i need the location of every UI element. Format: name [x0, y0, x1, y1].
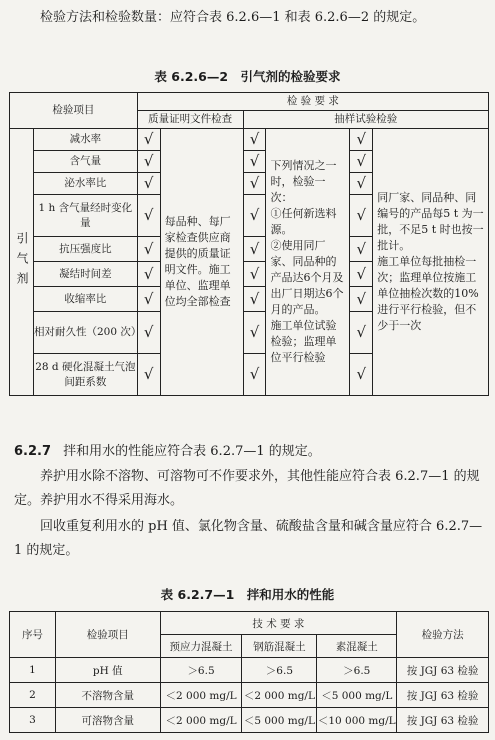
- cell-prestressed: ＜2 000 mg/L: [160, 708, 242, 733]
- cell-seq: 2: [10, 683, 56, 708]
- cell-seq: 1: [10, 658, 56, 683]
- cell-prestressed: ＜2 000 mg/L: [160, 683, 242, 708]
- header-method: 检验方法: [397, 612, 489, 658]
- cell-plain: ＜10 000 mg/L: [317, 708, 397, 733]
- cell-plain: ＜5 000 mg/L: [317, 683, 397, 708]
- row-item: 相对耐久性（200 次）: [33, 312, 137, 354]
- table-row: [10, 658, 489, 683]
- header-plain: 素混凝土: [317, 635, 397, 658]
- quantity-check-mark: √: [350, 354, 373, 396]
- sample-check-mark: √: [243, 354, 266, 396]
- quantity-check-mark: √: [350, 312, 373, 354]
- sample-check-mark: √: [243, 173, 266, 195]
- recycled-water-paragraph: 回收重复利用水的 pH 值、氯化物含量、硫酸盐含量和碱含量应符合 6.2.7—1 的规定。: [14, 519, 483, 558]
- sample-check-mark: √: [243, 151, 266, 173]
- category-cell: 引气剂: [10, 129, 34, 396]
- table-row: [10, 708, 489, 733]
- doc-check-mark: √: [137, 173, 160, 195]
- row-item: 泌水率比: [33, 173, 137, 195]
- row-item: 凝结时间差: [33, 262, 137, 287]
- cell-item: 可溶物含量: [55, 708, 160, 733]
- quantity-check-mark: √: [350, 287, 373, 312]
- header-reinforced: 钢筋混凝土: [242, 635, 317, 658]
- sample-check-mark: √: [243, 312, 266, 354]
- header-item: 检验项目: [55, 612, 160, 658]
- quantity-note: 同厂家、同品种、同编号的产品每5 t 为一批，不足5 t 时也按一批计。 施工单位每批抽检一次；监理单位按施工单位抽检次数的10% 进行平行检验，但不少于一次: [373, 129, 489, 396]
- curing-water-paragraph: 养护用水除不溶物、可溶物可不作要求外，其他性能应符合表 6.2.7—1 的规定。养护用水不得采用海水。: [14, 469, 480, 508]
- sample-check-mark: √: [243, 129, 266, 151]
- doc-check-mark: √: [137, 287, 160, 312]
- sample-check-mark: √: [243, 262, 266, 287]
- cell-method: 按 JGJ 63 检验: [397, 708, 489, 733]
- doc-check-mark: √: [137, 129, 160, 151]
- cell-reinforced: ＜5 000 mg/L: [242, 708, 317, 733]
- table1-caption: 表 6.2.6—2 引气剂的检验要求: [154, 69, 341, 84]
- header-seq: 序号: [10, 612, 56, 658]
- header-item: 检验项目: [10, 93, 138, 129]
- doc-check-mark: √: [137, 151, 160, 173]
- section-heading: [14, 440, 484, 464]
- quantity-check-mark: √: [350, 173, 373, 195]
- sample-check-mark: √: [243, 287, 266, 312]
- air-entraining-agent-table: [9, 92, 489, 396]
- row-item: 28 d 硬化混凝土气泡间距系数: [33, 354, 137, 396]
- header-prestressed: 预应力混凝土: [160, 635, 242, 658]
- quantity-check-mark: √: [350, 151, 373, 173]
- intro-paragraph: 检验方法和检验数量：应符合表 6.2.6—1 和表 6.2.6—2 的规定。: [40, 10, 426, 25]
- sample-note: 下列情况之一时，检验一次： ①任何新选料源。 ②使用同厂家、同品种的产品达6个月及出厂日期达6个月的产品。 施工单位试验检验；监理单位平行检验: [266, 129, 350, 396]
- cell-method: 按 JGJ 63 检验: [397, 683, 489, 708]
- doc-check-note: 每品种、每厂家检查供应商提供的质量证明文件。施工单位、监理单位均全部检查: [160, 129, 243, 396]
- cell-reinforced: ＜2 000 mg/L: [242, 683, 317, 708]
- header-requirements: 检 验 要 求: [137, 93, 488, 111]
- doc-check-mark: √: [137, 354, 160, 396]
- quantity-check-mark: √: [350, 195, 373, 237]
- row-item: 收缩率比: [33, 287, 137, 312]
- cell-method: 按 JGJ 63 检验: [397, 658, 489, 683]
- doc-check-mark: √: [137, 312, 160, 354]
- table-row: [10, 683, 489, 708]
- quantity-check-mark: √: [350, 129, 373, 151]
- quantity-check-mark: √: [350, 237, 373, 262]
- row-item: 减水率: [33, 129, 137, 151]
- cell-plain: ＞6.5: [317, 658, 397, 683]
- row-item: 抗压强度比: [33, 237, 137, 262]
- row-item: 含气量: [33, 151, 137, 173]
- section-title: 拌和用水的性能应符合表 6.2.7—1 的规定。: [63, 444, 321, 459]
- header-doc-check: 质量证明文件检查: [137, 111, 243, 129]
- sample-check-mark: √: [243, 195, 266, 237]
- doc-check-mark: √: [137, 262, 160, 287]
- row-item: 1 h 含气量经时变化量: [33, 195, 137, 237]
- quantity-check-mark: √: [350, 262, 373, 287]
- cell-item: pH 值: [55, 658, 160, 683]
- cell-prestressed: ＞6.5: [160, 658, 242, 683]
- mixing-water-table: [9, 611, 489, 733]
- doc-check-mark: √: [137, 195, 160, 237]
- doc-check-mark: √: [137, 237, 160, 262]
- cell-item: 不溶物含量: [55, 683, 160, 708]
- header-sample-test: 抽样试验检验: [243, 111, 489, 129]
- header-requirements: 技 术 要 求: [160, 612, 397, 635]
- sample-check-mark: √: [243, 237, 266, 262]
- table2-caption: 表 6.2.7—1 拌和用水的性能: [160, 587, 335, 602]
- cell-seq: 3: [10, 708, 56, 733]
- cell-reinforced: ＞6.5: [242, 658, 317, 683]
- section-number: 6.2.7: [14, 444, 52, 459]
